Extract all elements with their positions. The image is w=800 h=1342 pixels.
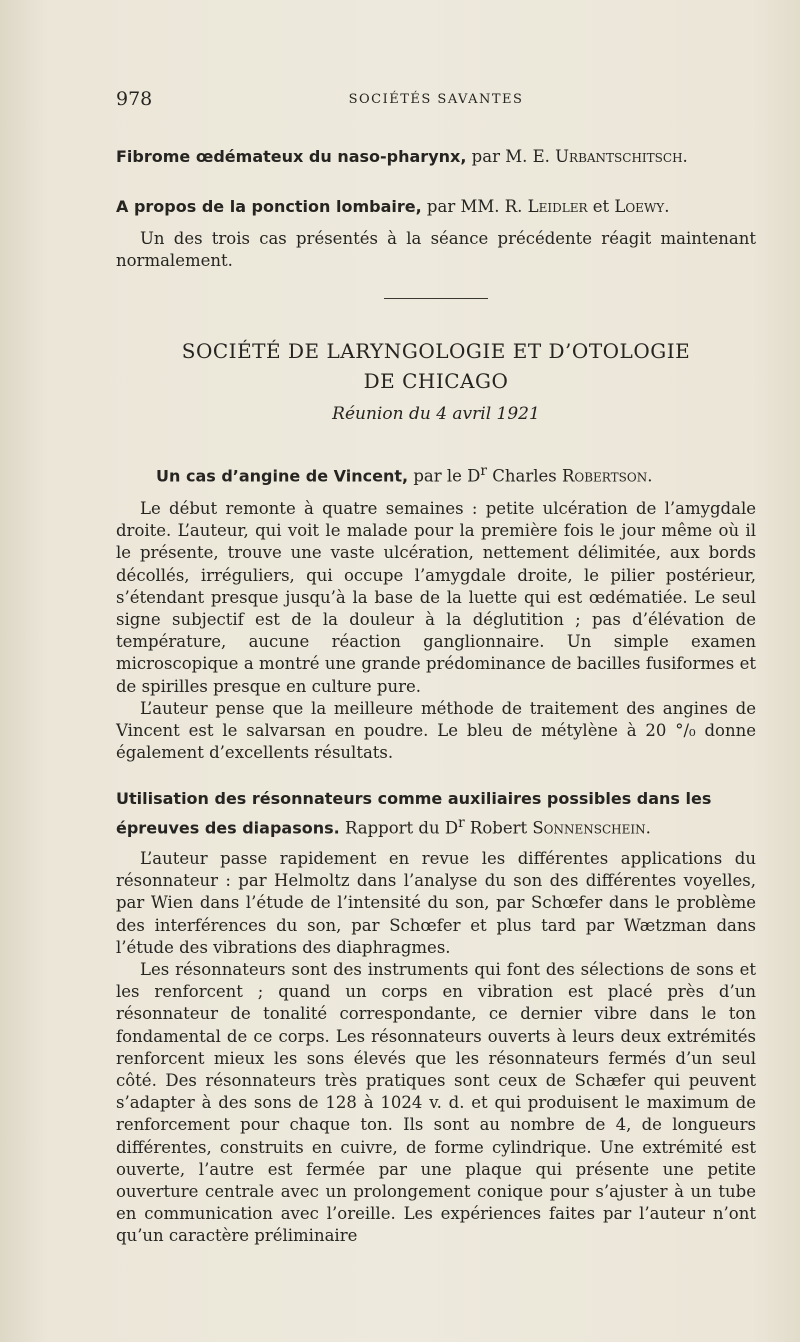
entry-title-angine [156, 460, 756, 488]
paragraph-ponction: Un des trois cas présentés à la séance précédente réagit maintenant normalement. [116, 229, 756, 271]
entry-title-text: A propos de la ponction lombaire, [116, 197, 422, 216]
paragraph: Le début remonte à quatre semaines : petite ulcération de l’amygdale droite. L’auteur, qui voit le malade pour la première fois le jour même où il le présente, trouve une vaste ulcération, nettement délimitée, aux bords décollés, irréguliers, qui occupe l’amygdale droite, le pilier postérieur, s’étendant presque jusqu’à la base de la luette qui est œdématiée. Le seul signe subjectif est de la douleur à la déglutition ; pas d’élévation de température, aucune réaction ganglionnaire. Un simple examen microscopique a montré une grande prédominance de bacilles fusiformes et de spirilles presque en culture pure. [116, 499, 756, 696]
entry-title-fibrome [116, 146, 756, 168]
angine-body [116, 498, 756, 764]
entry-title-ponction [116, 196, 756, 218]
paragraph: Les résonnateurs sont des instruments qui font des sélections de sons et les renforcent ; quand un corps en vibration est placé près d’un résonnateur de tonalité correspondante, ce dernier vibre dans le ton fondamental de ce corps. Les résonnateurs ouverts à leurs deux extrémités renforcent mieux les sons élevés que les résonnateurs fermés d’un seul côté. Des résonnateurs très pratiques sont ceux de Schæfer qui peuvent s’adapter à des sons de 128 à 1024 v. d. et qui produisent le maximum de renforcement pour chaque ton. Ils sont au nombre de 4, de longueurs différentes, construits en cuivre, de forme cylindrique. Une extrémité est ouverte, l’autre est fermée par une plaque qui présente une petite ouverture centrale avec un prolongement conique pour s’ajuster à un tube en communication avec l’oreille. Les expériences faites par l’auteur n’ont qu’un caractère préliminaire [116, 960, 756, 1246]
page-number: 978 [116, 88, 153, 110]
section-divider [384, 298, 488, 299]
society-name-line1: SOCIÉTÉ DE LARYNGOLOGIE ET D’OTOLOGIE [181, 339, 691, 363]
entry-title-text: Utilisation des résonnateurs comme auxiliaires possibles dans les épreuves des diapasons. [116, 789, 712, 838]
entry-title-text: Fibrome œdémateux du naso-pharynx, [116, 147, 467, 166]
running-title: SOCIÉTÉS SAVANTES [348, 92, 524, 107]
author-title-superscript: r [480, 463, 487, 479]
author-name: Urbantschitsch. [555, 147, 688, 166]
author-given-name: Charles [486, 466, 562, 486]
author-prefix: Rapport du D [339, 818, 459, 838]
paragraph: L’auteur passe rapidement en revue les différentes applications du résonnateur : par Helmoltz dans l’analyse du son des différentes voyelles, par Wien dans l’étude de l’intensité du son, par Schœfer dans le problème des interférences du son, par Schœfer et plus tard par Wætzman dans l’étude des vibrations des diaphragmes. [116, 849, 756, 957]
author-name: Leidler [527, 197, 588, 216]
author-prefix: par MM. R. [421, 197, 528, 216]
author-name: Sonnenschein. [532, 818, 651, 838]
author-prefix: par le D [408, 466, 481, 486]
author-given-name: Robert [464, 818, 533, 838]
entry-title-resonnateurs [116, 786, 756, 841]
resonnateurs-body [116, 848, 756, 1248]
author-connector: et [587, 197, 615, 216]
society-name-line2: DE CHICAGO [363, 369, 509, 393]
author-name: Loewy. [614, 197, 670, 216]
meeting-date: Réunion du 4 avril 1921 [332, 404, 540, 424]
running-header [116, 88, 756, 112]
paragraph: L’auteur pense que la meilleure méthode de traitement des angines de Vincent est le salvarsan en poudre. Le bleu de métylène à 20 °/₀ donne également d’excellents résultats. [116, 698, 756, 763]
author-title-superscript: r [458, 815, 465, 831]
entry-title-text: Un cas d’angine de Vincent, [156, 466, 409, 486]
society-heading [116, 336, 756, 396]
author-prefix: par M. E. [466, 147, 556, 166]
author-name: Robertson. [561, 466, 653, 486]
